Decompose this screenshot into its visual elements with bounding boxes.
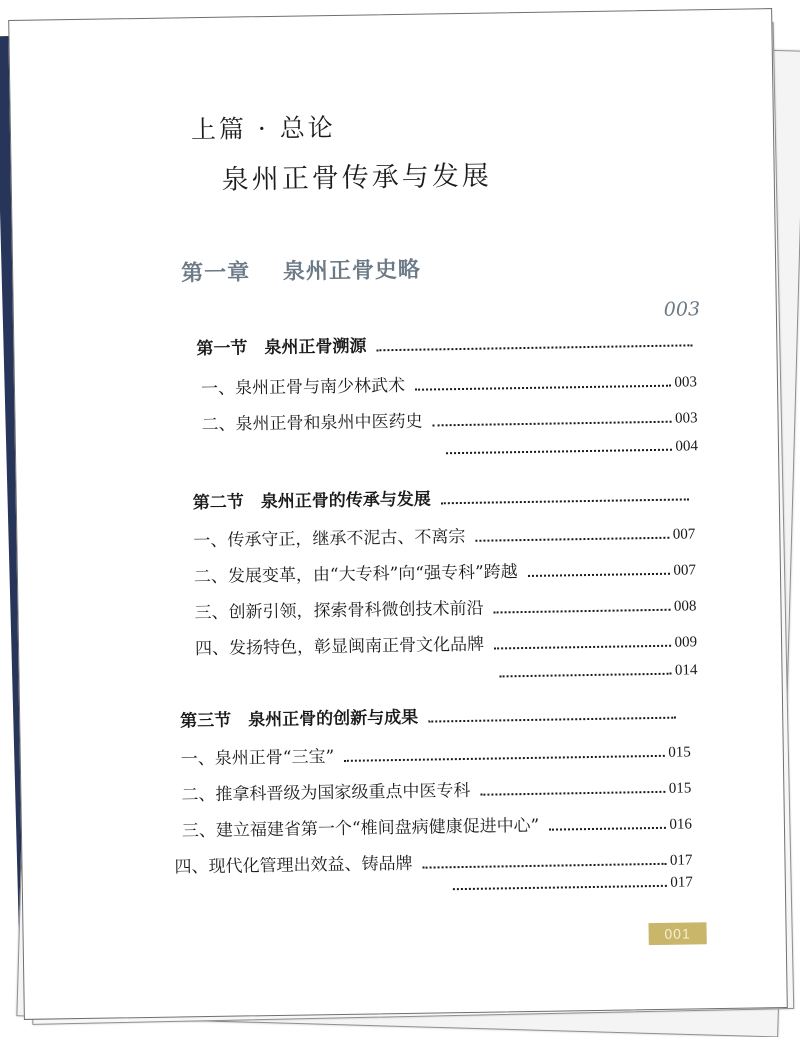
leader-dots	[494, 609, 671, 614]
toc-entry-text: 三、建立福建省第一个“椎间盘病健康促进中心”	[181, 815, 540, 842]
toc-entry-page: 015	[668, 780, 692, 797]
toc-entry-page: 017	[669, 852, 693, 869]
section-title: 第一节 泉州正骨溯源	[196, 336, 367, 360]
section-heading[interactable]	[193, 480, 693, 513]
toc-entry-page: 016	[669, 816, 693, 833]
leader-dots	[549, 827, 665, 831]
section-title: 第三节 泉州正骨的创新与成果	[180, 707, 419, 732]
chapter-label: 第一章	[180, 259, 251, 287]
toc-entry-page: 007	[672, 526, 696, 543]
toc-entry-page: 008	[673, 598, 697, 615]
leader-dots	[528, 573, 670, 577]
leader-dots	[376, 344, 692, 351]
section-title: 第二节 泉州正骨的传承与发展	[192, 489, 431, 514]
toc-entry-text: 四、发扬特色，彰显闽南正骨文化品牌	[194, 634, 485, 660]
toc-entry-text: 二、发展变革，由“大专科”向“强专科”跨越	[193, 562, 518, 588]
part-title: 上篇 · 总论	[190, 112, 336, 145]
toc-entry-page: 009	[674, 634, 698, 651]
leader-dots	[475, 537, 669, 542]
toc-entry-page: 003	[674, 410, 698, 427]
toc-entry[interactable]	[436, 438, 698, 459]
toc-entry-page: 004	[675, 438, 699, 455]
toc-entry[interactable]	[181, 772, 691, 805]
toc-entry-page: 014	[674, 662, 698, 679]
toc-entry-text: 一、泉州正骨与南少林武术	[200, 375, 406, 400]
toc-entry[interactable]	[182, 808, 692, 841]
toc-entry-text: 二、推拿科晋级为国家级重点中医专科	[181, 780, 471, 806]
toc-entry[interactable]	[201, 402, 697, 435]
toc-entry-text: 二、泉州正骨和泉州中医药史	[201, 411, 423, 436]
toc-entry-text: 四、现代化管理出效益、铸品牌	[174, 853, 413, 878]
chapter-heading	[181, 253, 421, 288]
leader-dots	[500, 673, 672, 678]
leader-dots	[494, 645, 671, 650]
leader-dots	[428, 717, 676, 723]
toc-entry[interactable]	[443, 874, 693, 895]
toc-entry[interactable]	[194, 554, 696, 587]
toc-entry-text: 一、传承守正，继承不泥古、不离宗	[193, 526, 466, 552]
section-heading[interactable]	[196, 326, 696, 359]
toc-entry[interactable]	[193, 518, 695, 551]
leader-dots	[446, 449, 672, 455]
toc-entry[interactable]	[181, 736, 691, 769]
leader-dots	[433, 421, 672, 427]
toc-entry-text: 三、创新引领，探索骨科微创技术前沿	[194, 598, 484, 624]
leader-dots	[344, 755, 664, 762]
toc-entry[interactable]	[195, 626, 697, 659]
leader-dots	[480, 791, 665, 796]
toc-entry[interactable]	[174, 844, 692, 877]
leader-dots	[415, 385, 670, 391]
toc-entry[interactable]	[201, 366, 697, 399]
toc-entry[interactable]	[194, 590, 696, 623]
chapter-page-number: 003	[663, 298, 701, 321]
toc-entry-page: 003	[674, 374, 698, 391]
toc-page	[8, 8, 788, 1020]
section-heading[interactable]	[180, 699, 680, 732]
leader-dots	[453, 885, 667, 890]
toc-entry-text: 一、泉州正骨“三宝”	[180, 747, 335, 770]
leader-dots	[423, 863, 667, 869]
leader-dots	[441, 498, 689, 504]
page-number-tag: 001	[648, 922, 706, 945]
toc-entry-page: 017	[670, 874, 693, 891]
toc-entry-page: 007	[673, 562, 697, 579]
toc-entry[interactable]	[489, 662, 697, 682]
toc-entry-page: 015	[668, 744, 691, 761]
chapter-title: 泉州正骨史略	[282, 256, 422, 285]
part-subtitle: 泉州正骨传承与发展	[221, 160, 492, 196]
